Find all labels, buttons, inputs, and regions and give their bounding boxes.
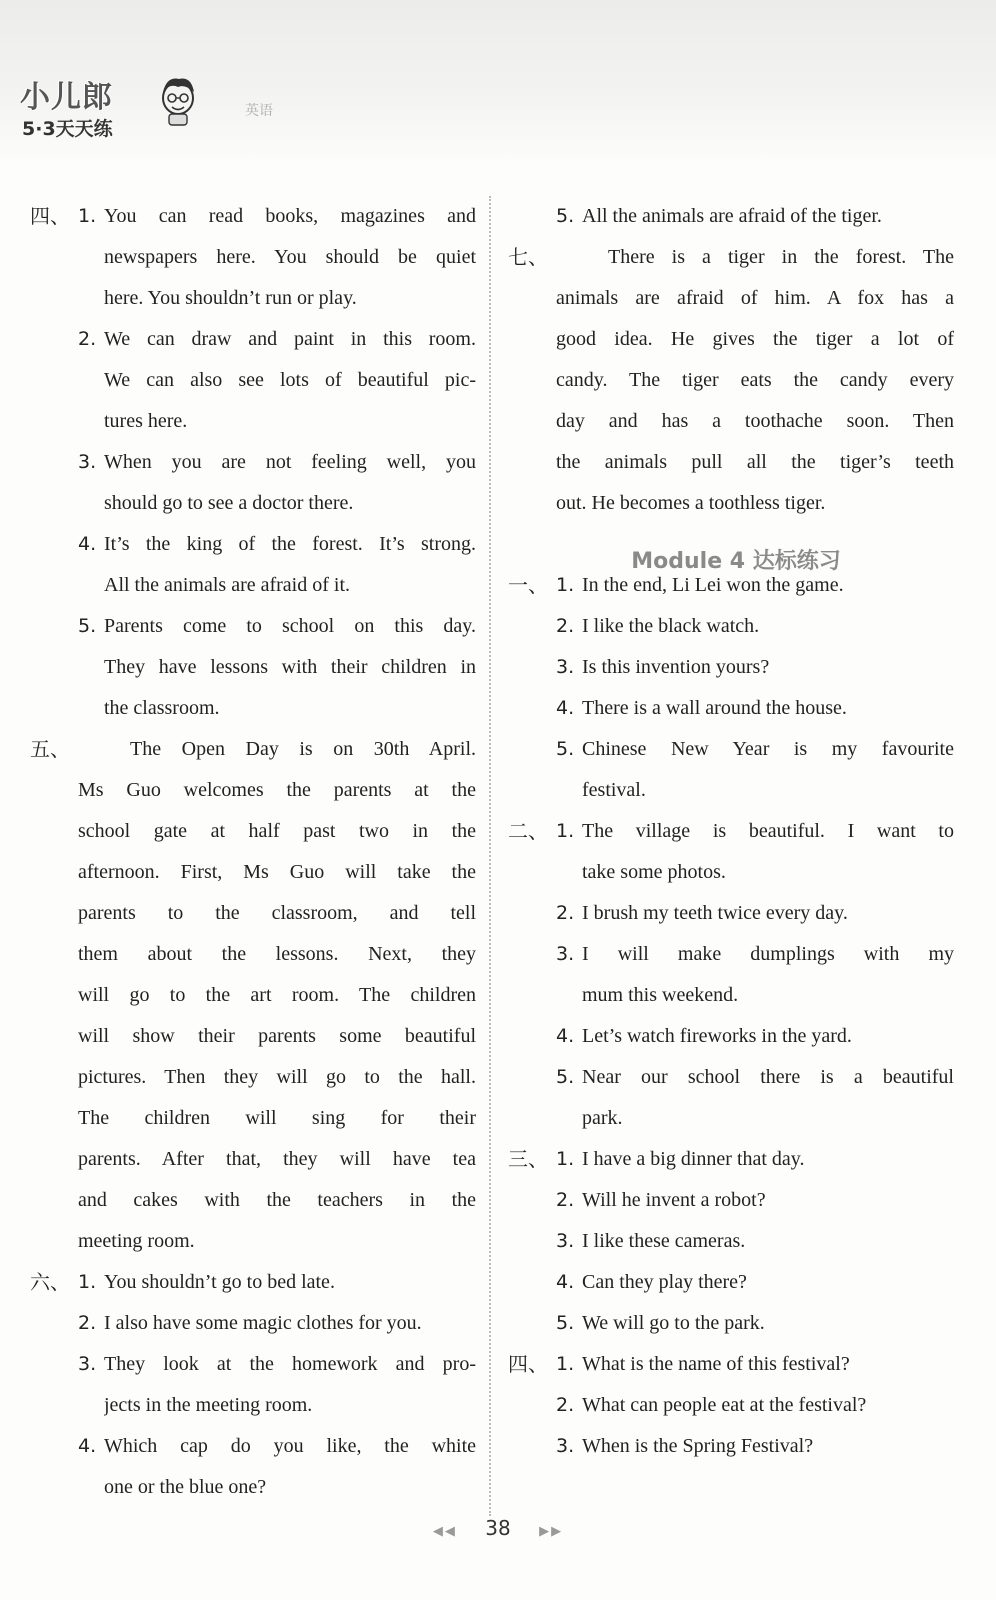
item-number: 5. (556, 205, 575, 227)
section-marker: 四、 (30, 204, 70, 228)
answer-line: In the end, Li Lei won the game. (582, 574, 844, 596)
answer-line: We can draw and paint in this room. (104, 328, 476, 350)
item-number: 1. (556, 820, 575, 842)
answer-line: will go to the art room. The children (78, 984, 476, 1006)
brand-name: 小儿郎 (20, 80, 113, 115)
answer-line: It’s the king of the forest. It’s strong. (104, 533, 476, 555)
answer-line: Is this invention yours? (582, 656, 770, 678)
column-divider (489, 196, 491, 1516)
answer-line: We can also see lots of beautiful pic- (104, 369, 476, 391)
answer-line: meeting room. (78, 1230, 195, 1252)
answer-line: afternoon. First, Ms Guo will take the (78, 861, 476, 883)
answer-line: the animals pull all the tiger’s teeth (556, 451, 954, 473)
section-marker: 六、 (30, 1270, 70, 1294)
answer-line: parents to the classroom, and tell (78, 902, 476, 924)
prev-page-icon: ◀◀ (432, 1524, 457, 1539)
answer-line: Near our school there is a beautiful (582, 1066, 954, 1088)
answer-line: I like the black watch. (582, 615, 760, 637)
answer-line: There is a wall around the house. (582, 697, 847, 719)
answer-line: We will go to the park. (582, 1312, 765, 1334)
answer-line: good idea. He gives the tiger a lot of (556, 328, 954, 350)
answer-line: park. (582, 1107, 623, 1129)
item-number: 4. (78, 1435, 97, 1457)
item-number: 4. (556, 1025, 575, 1047)
answer-line: Ms Guo welcomes the parents at the (78, 779, 476, 801)
answer-line: The Open Day is on 30th April. (130, 738, 476, 760)
answer-line: There is a tiger in the forest. The (608, 246, 954, 268)
answer-line: animals are afraid of him. A fox has a (556, 287, 954, 309)
answer-line: When you are not feeling well, you (104, 451, 476, 473)
answer-line: will show their parents some beautiful (78, 1025, 476, 1047)
item-number: 4. (556, 697, 575, 719)
answer-line: school gate at half past two in the (78, 820, 476, 842)
answer-line: pictures. Then they will go to the hall. (78, 1066, 476, 1088)
answer-line: tures here. (104, 410, 188, 432)
answer-line: and cakes with the teachers in the (78, 1189, 476, 1211)
answer-line: I will make dumplings with my (582, 943, 954, 965)
answer-line: jects in the meeting room. (104, 1394, 313, 1416)
answer-line: Let’s watch fireworks in the yard. (582, 1025, 852, 1047)
answer-line: Parents come to school on this day. (104, 615, 476, 637)
item-number: 5. (556, 738, 575, 760)
item-number: 2. (556, 615, 575, 637)
answer-line: should go to see a doctor there. (104, 492, 354, 514)
item-number: 1. (556, 574, 575, 596)
answer-line: When is the Spring Festival? (582, 1435, 814, 1457)
answer-line: You shouldn’t go to bed late. (104, 1271, 335, 1293)
subject-tag: 英语 (245, 103, 273, 119)
item-number: 3. (78, 1353, 97, 1375)
answer-line: I brush my teeth twice every day. (582, 902, 848, 924)
item-number: 2. (556, 902, 575, 924)
answer-line: day and has a toothache soon. Then (556, 410, 954, 432)
item-number: 5. (556, 1312, 575, 1334)
item-number: 3. (78, 451, 97, 473)
item-number: 1. (556, 1353, 575, 1375)
answer-line: the classroom. (104, 697, 220, 719)
module-title: Module 4 达标练习 (631, 549, 841, 574)
answer-line: What is the name of this festival? (582, 1353, 850, 1375)
answer-line: parents. After that, they will have tea (78, 1148, 476, 1170)
item-number: 3. (556, 1435, 575, 1457)
answer-line: them about the lessons. Next, they (78, 943, 476, 965)
answer-line: festival. (582, 779, 646, 801)
brand-logo (20, 72, 220, 152)
cartoon-boy-icon (155, 74, 201, 126)
item-number: 3. (556, 1230, 575, 1252)
section-marker: 五、 (30, 737, 70, 761)
item-number: 5. (556, 1066, 575, 1088)
item-number: 3. (556, 656, 575, 678)
section-marker: 七、 (508, 245, 548, 269)
answer-line: take some photos. (582, 861, 726, 883)
answer-line: here. You shouldn’t run or play. (104, 287, 357, 309)
answer-line: I also have some magic clothes for you. (104, 1312, 422, 1334)
answer-line: Can they play there? (582, 1271, 747, 1293)
item-number: 4. (78, 533, 97, 555)
answer-line: Will he invent a robot? (582, 1189, 766, 1211)
page-footer (0, 1508, 996, 1548)
item-number: 1. (78, 205, 97, 227)
answer-line: What can people eat at the festival? (582, 1394, 867, 1416)
answer-line: They look at the homework and pro- (104, 1353, 476, 1375)
item-number: 5. (78, 615, 97, 637)
section-marker: 二、 (508, 819, 548, 843)
next-page-icon: ▶▶ (539, 1524, 564, 1539)
answer-line: The village is beautiful. I want to (582, 820, 954, 842)
page-number: 38 (485, 1516, 511, 1540)
item-number: 2. (556, 1394, 575, 1416)
item-number: 4. (556, 1271, 575, 1293)
answer-line: You can read books, magazines and (104, 205, 476, 227)
item-number: 1. (78, 1271, 97, 1293)
item-number: 2. (78, 328, 97, 350)
series-name: 5·3天天练 (22, 118, 113, 140)
answer-line: Chinese New Year is my favourite (582, 738, 954, 760)
answer-line: candy. The tiger eats the candy every (556, 369, 954, 391)
answer-line: All the animals are afraid of it. (104, 574, 351, 596)
answer-line: newspapers here. You should be quiet (104, 246, 476, 268)
answer-line: one or the blue one? (104, 1476, 267, 1498)
item-number: 2. (78, 1312, 97, 1334)
answer-line: out. He becomes a toothless tiger. (556, 492, 826, 514)
answer-line: They have lessons with their children in (104, 656, 476, 678)
item-number: 3. (556, 943, 575, 965)
answer-line: Which cap do you like, the white (104, 1435, 476, 1457)
answer-line: The children will sing for their (78, 1107, 476, 1129)
item-number: 2. (556, 1189, 575, 1211)
answer-line: All the animals are afraid of the tiger. (582, 205, 882, 227)
answer-line: I like these cameras. (582, 1230, 746, 1252)
section-marker: 三、 (508, 1147, 548, 1171)
section-marker: 四、 (508, 1352, 548, 1376)
answer-line: I have a big dinner that day. (582, 1148, 805, 1170)
section-marker: 一、 (508, 573, 548, 597)
item-number: 1. (556, 1148, 575, 1170)
answer-line: mum this weekend. (582, 984, 739, 1006)
